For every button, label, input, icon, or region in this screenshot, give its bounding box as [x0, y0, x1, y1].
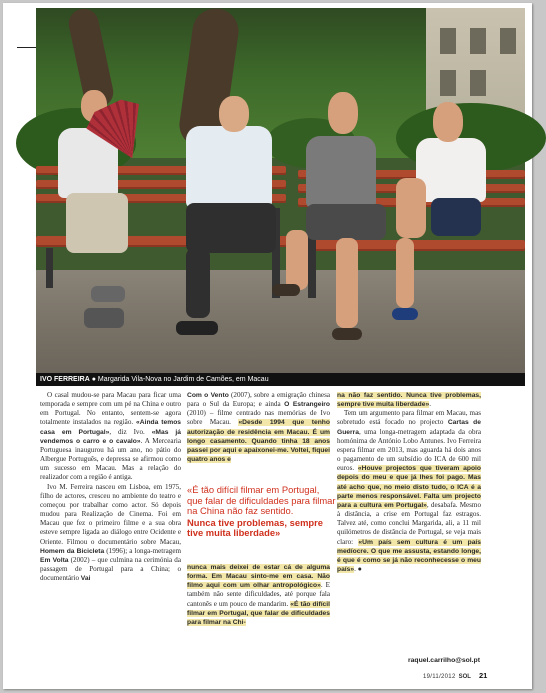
- page-footer: [423, 671, 487, 680]
- magazine-page: [3, 3, 532, 689]
- footer-brand: SOL: [458, 674, 471, 680]
- photo-caption-author: IVO FERREIRA: [40, 376, 90, 383]
- person-4: [416, 138, 486, 202]
- person-3: [306, 136, 376, 208]
- person-2: [186, 126, 272, 208]
- photo: [36, 8, 525, 383]
- paragraph: O casal mudou-se para Macau para ficar uma temporada e sempre com um pé na China e outro em Portugal. No entanto, sentem-se agora totalmente instalados na região. «Ainda temos casa em Portugal», diz Ivo. «Mas já vendemos o carro e o cavalo». A Mercearia Portuguesa inaugurou há um ano, no pátio do Albergue Português, e depressa se afirmou como um sucesso em Macau. Mas a relação do realizador com a região é antiga.: [40, 391, 182, 482]
- photo-building: [426, 8, 525, 118]
- column-2-bottom: nunca mais deixei de estar cá de alguma forma. Em Macau sinto-me em casa. Não filmo aqui com um olhar antropológico». E também não sente dificuldades, até porque fala cantonês e um pouco de mandarim. «É tão difícil filmar em Portugal, que falar de dificuldades para filmar na Chi-: [187, 564, 330, 626]
- paragraph: Ivo M. Ferreira nasceu em Lisboa, em 1975, filho de actores, cresceu no ambiente do teatro e começou por trabalhar como actor. Só depois mudou para Realização de Cinema. Foi em Macau que fez o primeiro filme e a sua obra esteve sempre ligada ao diálogo entre Ocidente e Oriente. Filmou o documentário sobre Macau, Homem da Bicicleta (1996); a longa-metragem Em Volta (2002) – que culmina na cerimónia da passagem de Portugal para a China; o documentário Vai: [40, 482, 181, 583]
- paragraph: na não faz sentido. Nunca tive problemas, sempre tive muita liberdade».: [337, 392, 481, 409]
- crop-mark: [17, 47, 36, 48]
- pull-quote-emphasis: Nunca tive problemas, sempre tive muita liberdade»: [187, 516, 323, 539]
- pull-quote: [187, 485, 337, 539]
- column-2-top: Com o Vento (2007), sobre a emigração chinesa para o Sul da Europa; e ainda O Estrangeiro (2010) – filme centrado nas memórias de Ivo sobre Macau. «Desde 1994 que tenho autorização de residência em Macau. É um longo casamento. Quando tinha 18 anos passei por aqui e apaixonei-me. Voltei, fiquei quatro anos e: [187, 391, 330, 464]
- page-number: 21: [478, 671, 488, 680]
- pull-quote-text: «É tão difícil filmar em Portugal, que falar de dificuldades para filmar na China não faz sentido.: [187, 484, 336, 517]
- text-column-3: [337, 391, 481, 574]
- footer-date: 19/11/2012: [423, 674, 456, 680]
- text-column-1: [40, 391, 181, 583]
- photo-caption: [36, 373, 525, 386]
- photo-caption-text: ● Margarida Vila-Nova no Jardim de Camões, em Macau: [89, 376, 269, 383]
- paragraph: Tem um argumento para filmar em Macau, mas sobretudo está focado no projecto Cartas de Guerra, uma longa-metragem adaptada da obra homónima de António Lobo Antunes. Ivo Ferreira espera filmar em 2013, mas aguarda há dois anos o pagamento de um subsídio do ICA de 600 mil euros. «Houve projectos que tiveram apoio depois do meu e que já lhes foi pago. Mas até acho que, no meio disto tudo, o ICA é a parte menos responsável. Falta um projecto para a cultura em Portugal», desabafa. Mesmo à distância, a crise em Portugal faz estragos. Talvez até, como conclui Margarida, ali, a 11 mil quilómetros de distância de Portugal, se veja mais claro: «Um país sem cultura é um país medíocre. O que me assusta, estando longe, é que é como se já não reconhecesse o meu país». ●: [337, 409, 482, 573]
- author-email: raquel.carrilho@sol.pt: [408, 657, 480, 664]
